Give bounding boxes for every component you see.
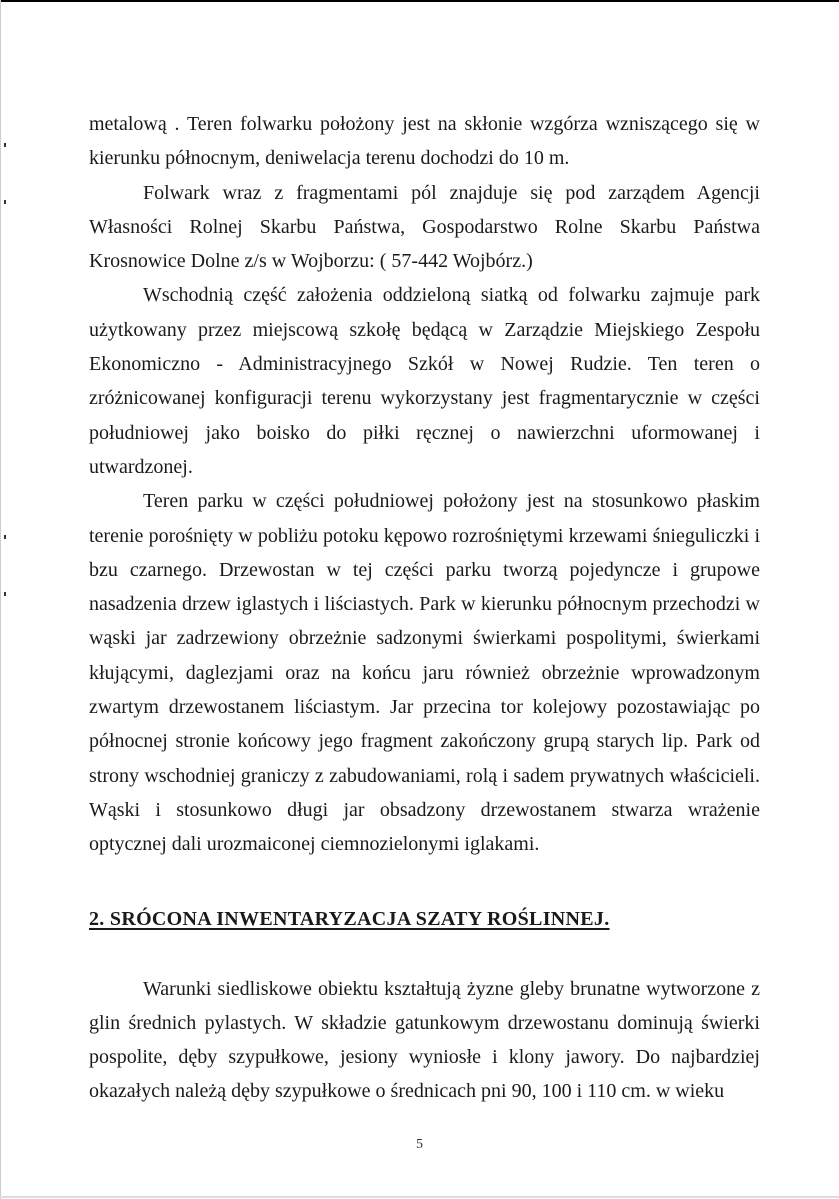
scan-margin-mark	[4, 535, 6, 539]
paragraph-continuation: metalową . Teren folwarku położony jest na skłonie wzgórza wzniszącego się w kierunku północnym, deniwelacja terenu dochodzi do 10 m.	[89, 113, 760, 170]
page-top-border	[0, 0, 839, 2]
document-body	[89, 107, 760, 1109]
page-left-edge	[0, 0, 1, 1199]
paragraph-park-south: Teren parku w części południowej położony jest na stosunkowo płaskim terenie porośnięty w pobliżu potoku kępowo rozrośniętymi krzewami śnieguliczki i bzu czarnego. Drzewostan w tej części parku tworzą pojedyncze i grupowe nasadzenia drzew iglastych i liściastych. Park w kierunku północnym przechodzi w wąski jar zadrzewiony obrzeżnie sadzonymi świerkami pospolitymi, świerkami kłującymi, daglezjami oraz na końcu jaru również obrzeżnie wprowadzonym zwartym drzewostanem liściastym. Jar przecina tor kolejowy pozostawiając po północnej stronie końcowy jego fragment zakończony grupą starych lip. Park od strony wschodniej graniczy z zabudowaniami, rolą i sadem prywatnych właścicieli. Wąski i stosunkowo długi jar obsadzony drzewostanem stwarza wrażenie optycznej dali urozmaiconej ciemnozielonymi iglakami.	[89, 490, 760, 856]
paragraph-habitat: Warunki siedliskowe obiektu kształtują żyzne gleby brunatne wytworzone z glin średnich pylastych. W składzie gatunkowym drzewostanu dominują świerki pospolite, dęby szypułkowe, jesiony wyniosłe i klony jawory. Do najbardziej okazałych należą dęby szypułkowe o średnicach pni 90, 100 i 110 cm. w wieku	[89, 977, 760, 1103]
paragraph-folwark-management: Folwark wraz z fragmentami pól znajduje się pod zarządem Agencji Własności Rolnej Skarbu Państwa, Gospodarstwo Rolne Skarbu Państwa Krosnowice Dolne z/s w Wojborzu: ( 57-442 Wojbórz.)	[89, 181, 760, 273]
page-number: 5	[416, 1137, 423, 1152]
scan-margin-mark	[4, 143, 6, 147]
scan-margin-mark	[4, 200, 6, 204]
section-heading: 2. SRÓCONA INWENTARYZACJA SZATY ROŚLINNEJ.	[89, 907, 610, 930]
scan-margin-mark	[4, 592, 6, 596]
page-bottom-border	[0, 1196, 839, 1198]
paragraph-park-east: Wschodnią część założenia oddzieloną siatką od folwarku zajmuje park użytkowany przez miejscową szkołę będącą w Zarządzie Miejskiego Zespołu Ekonomiczno - Administracyjnego Szkół w Nowej Rudzie. Ten teren o zróżnicowanej konfiguracji terenu wykorzystany jest fragmentarycznie w części południowej jako boisko do piłki ręcznej o nawierzchni uformowanej i utwardzonej.	[89, 284, 760, 478]
